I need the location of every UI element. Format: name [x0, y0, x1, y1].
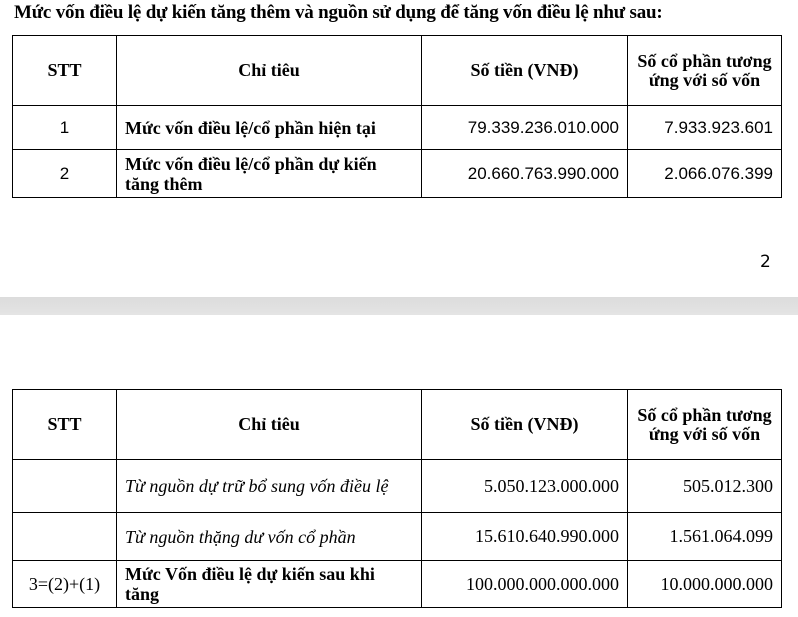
cell-item: Mức Vốn điều lệ dự kiến sau khi tăng: [117, 561, 422, 608]
cell-shares: 2.066.076.399: [628, 150, 782, 198]
header-stt: STT: [13, 390, 117, 460]
header-amount: Số tiền (VNĐ): [422, 390, 628, 460]
capital-increase-table: [12, 35, 782, 198]
table-row: [13, 561, 782, 608]
cell-amount: 5.050.123.000.000: [422, 460, 628, 513]
cell-stt: 1: [13, 106, 117, 150]
section-heading: Mức vốn điều lệ dự kiến tăng thêm và nguồn sử dụng để tăng vốn điều lệ như sau:: [14, 2, 663, 23]
page-break-divider: [0, 297, 798, 315]
cell-shares: 505.012.300: [628, 460, 782, 513]
table-row: [13, 513, 782, 561]
cell-shares: 1.561.064.099: [628, 513, 782, 561]
cell-amount: 15.610.640.990.000: [422, 513, 628, 561]
table-row: [13, 460, 782, 513]
cell-stt: [13, 460, 117, 513]
cell-amount: 100.000.000.000.000: [422, 561, 628, 608]
cell-item: Từ nguồn thặng dư vốn cổ phần: [117, 513, 422, 561]
cell-shares: 7.933.923.601: [628, 106, 782, 150]
cell-amount: 20.660.763.990.000: [422, 150, 628, 198]
cell-item: Mức vốn điều lệ/cổ phần hiện tại: [117, 106, 422, 150]
cell-amount: 79.339.236.010.000: [422, 106, 628, 150]
cell-stt: 2: [13, 150, 117, 198]
table-row: [13, 106, 782, 150]
header-amount: Số tiền (VNĐ): [422, 36, 628, 106]
header-shares: Số cổ phần tương ứng với số vốn: [628, 390, 782, 460]
header-item: Chỉ tiêu: [117, 36, 422, 106]
table-row: [13, 150, 782, 198]
table-header-row: [13, 36, 782, 106]
capital-sources-table: [12, 389, 782, 608]
cell-shares: 10.000.000.000: [628, 561, 782, 608]
page-number: 2: [760, 252, 771, 272]
header-shares: Số cổ phần tương ứng với số vốn: [628, 36, 782, 106]
cell-item: Từ nguồn dự trữ bổ sung vốn điều lệ: [117, 460, 422, 513]
cell-stt: [13, 513, 117, 561]
cell-stt: 3=(2)+(1): [13, 561, 117, 608]
header-item: Chỉ tiêu: [117, 390, 422, 460]
header-stt: STT: [13, 36, 117, 106]
cell-item: Mức vốn điều lệ/cổ phần dự kiến tăng thêm: [117, 150, 422, 198]
table-header-row: [13, 390, 782, 460]
